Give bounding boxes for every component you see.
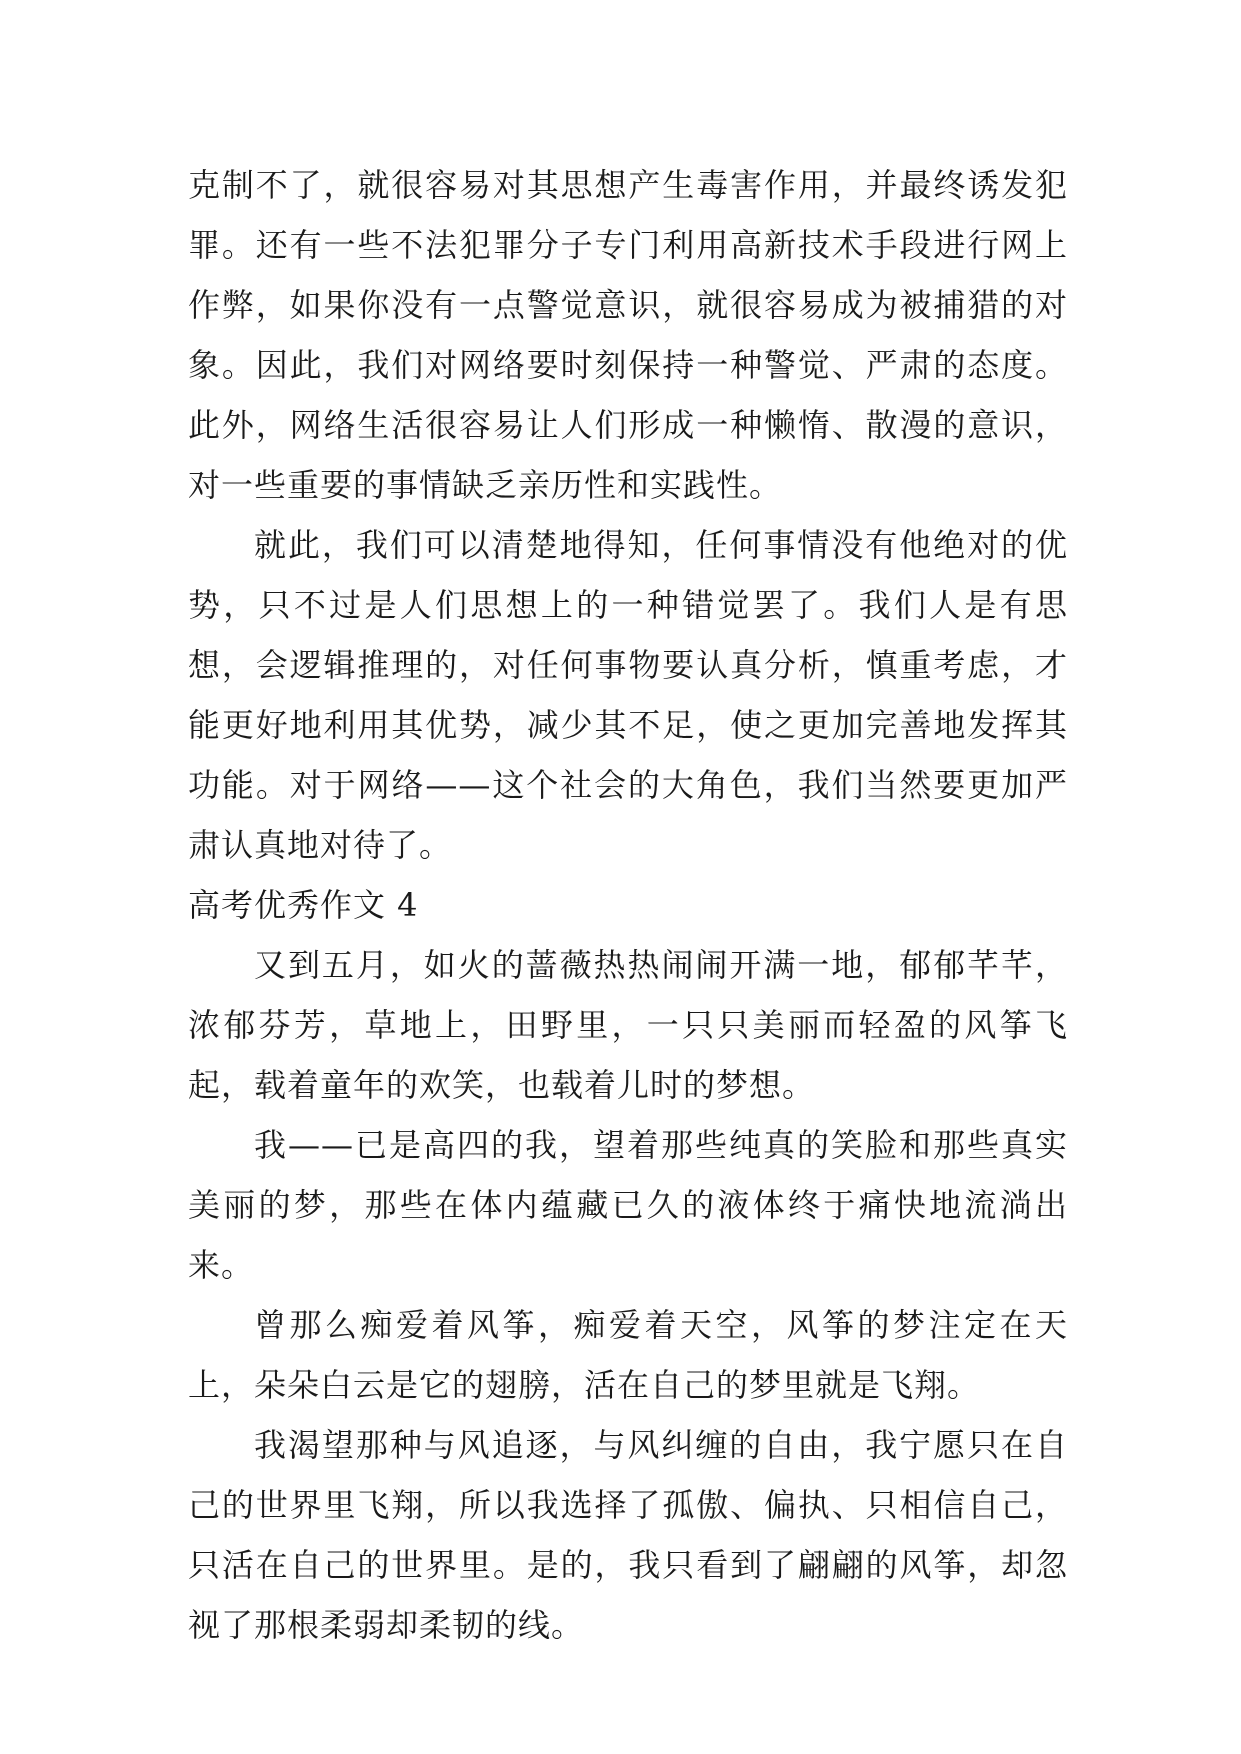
paragraph-1: 克制不了，就很容易对其思想产生毒害作用，并最终诱发犯罪。还有一些不法犯罪分子专门利用高新技术手段进行网上作弊，如果你没有一点警觉意识，就很容易成为被捕猎的对象。因此，我们对网络要时刻保持一种警觉、严肃的态度。此外，网络生活很容易让人们形成一种懒惰、散漫的意识，对一些重要的事情缺乏亲历性和实践性。 — [188, 166, 1068, 504]
document-body — [188, 155, 1068, 1655]
paragraph-6: 我渴望那种与风追逐，与风纠缠的自由，我宁愿只在自己的世界里飞翔，所以我选择了孤傲、偏执、只相信自己，只活在自己的世界里。是的，我只看到了翩翩的风筝，却忽视了那根柔弱却柔韧的线。 — [188, 1426, 1068, 1644]
paragraph-4: 我——已是高四的我，望着那些纯真的笑脸和那些真实美丽的梦，那些在体内蕴藏已久的液体终于痛快地流淌出来。 — [188, 1126, 1068, 1284]
paragraph-3: 又到五月，如火的蔷薇热热闹闹开满一地，郁郁芊芊，浓郁芬芳，草地上，田野里，一只只美丽而轻盈的风筝飞起，载着童年的欢笑，也载着儿时的梦想。 — [188, 946, 1068, 1104]
section-heading: 高考优秀作文 4 — [188, 886, 419, 924]
paragraph-2: 就此，我们可以清楚地得知，任何事情没有他绝对的优势，只不过是人们思想上的一种错觉罢了。我们人是有思想，会逻辑推理的，对任何事物要认真分析，慎重考虑，才能更好地利用其优势，减少其不足，使之更加完善地发挥其功能。对于网络——这个社会的大角色，我们当然要更加严肃认真地对待了。 — [188, 526, 1068, 864]
paragraph-5: 曾那么痴爱着风筝，痴爱着天空，风筝的梦注定在天上，朵朵白云是它的翅膀，活在自己的梦里就是飞翔。 — [188, 1306, 1068, 1404]
